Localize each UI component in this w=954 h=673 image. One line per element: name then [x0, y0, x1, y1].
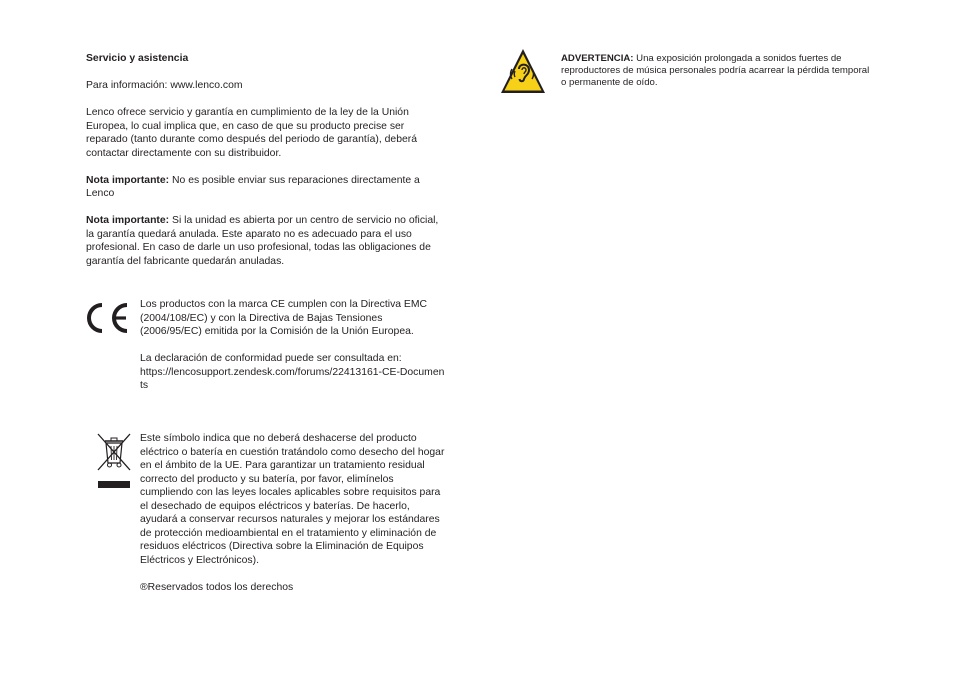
- hearing-warning-triangle-icon: [499, 47, 547, 95]
- warning-paragraph: [561, 53, 877, 90]
- ce-text: [140, 298, 446, 393]
- weee-text: [140, 432, 446, 594]
- ce-paragraph: Los productos con la marca CE cumplen con la Directiva EMC (2004/108/EC) y con la Directiva de Bajas Tensiones (2006/95/EC) emitida por la Comisión de la Unión Europea.: [140, 299, 428, 337]
- important-note-2-text: Si la unidad es abierta por un centro de servicio no oficial, la garantía quedará anulada. Este aparato no es adecuado para el uso profesional. En caso de darle un uso profesional, todas las obligaciones de garantía del fabricante quedarán anuladas.: [86, 215, 439, 267]
- service-title: Servicio y asistencia: [86, 53, 189, 64]
- ce-declaration-url: https://lencosupport.zendesk.com/forums/22413161-CE-Documents: [140, 366, 445, 391]
- warning-label: ADVERTENCIA:: [561, 53, 634, 64]
- warning-body: Una exposición prolongada a sonidos fuertes de reproductores de música personales podría acarrear la pérdida temporal o permanente de oído.: [561, 53, 870, 89]
- service-section: [86, 52, 448, 268]
- ce-mark-icon: [84, 302, 132, 334]
- important-note-2: [86, 214, 448, 268]
- service-info: Para información: www.lenco.com: [86, 80, 243, 91]
- crossed-out-wheelie-bin-icon: [96, 432, 132, 492]
- rights-reserved: ®Reservados todos los derechos: [140, 581, 294, 593]
- service-paragraph: Lenco ofrece servicio y garantía en cumplimiento de la ley de la Unión Europea, lo cual implica que, en caso de que su producto precise ser reparado (tanto durante como después del periodo de garantía), deberá contactar directamente con su distribuidor.: [86, 107, 417, 159]
- weee-paragraph: Este símbolo indica que no deberá deshacerse del producto eléctrico o batería en cuestión tratándolo como desecho del hogar en el ámbito de la UE. Para garantizar un tratamiento residual correcto del producto y su batería, por favor, elimínelos cumpliendo con las leyes locales aplicables sobre requisitos para el desechado de equipos eléctricos y baterías. De hacerlo, ayudará a conservar recursos naturales y mejorar los estándares de protección medioambiental en el tratamiento y eliminación de residuos eléctricos (Directiva sobre la Eliminación de Equipos Eléctricos y Electrónicos).: [140, 433, 445, 566]
- ce-declaration-intro: La declaración de conformidad puede ser consultada en:: [140, 353, 402, 364]
- important-note-2-label: Nota importante:: [86, 215, 170, 226]
- warning-text: [561, 53, 877, 90]
- important-note-1-text: No es posible enviar sus reparaciones directamente a Lenco: [86, 174, 420, 199]
- important-note-1: [86, 174, 448, 201]
- important-note-1-label: Nota importante:: [86, 174, 170, 186]
